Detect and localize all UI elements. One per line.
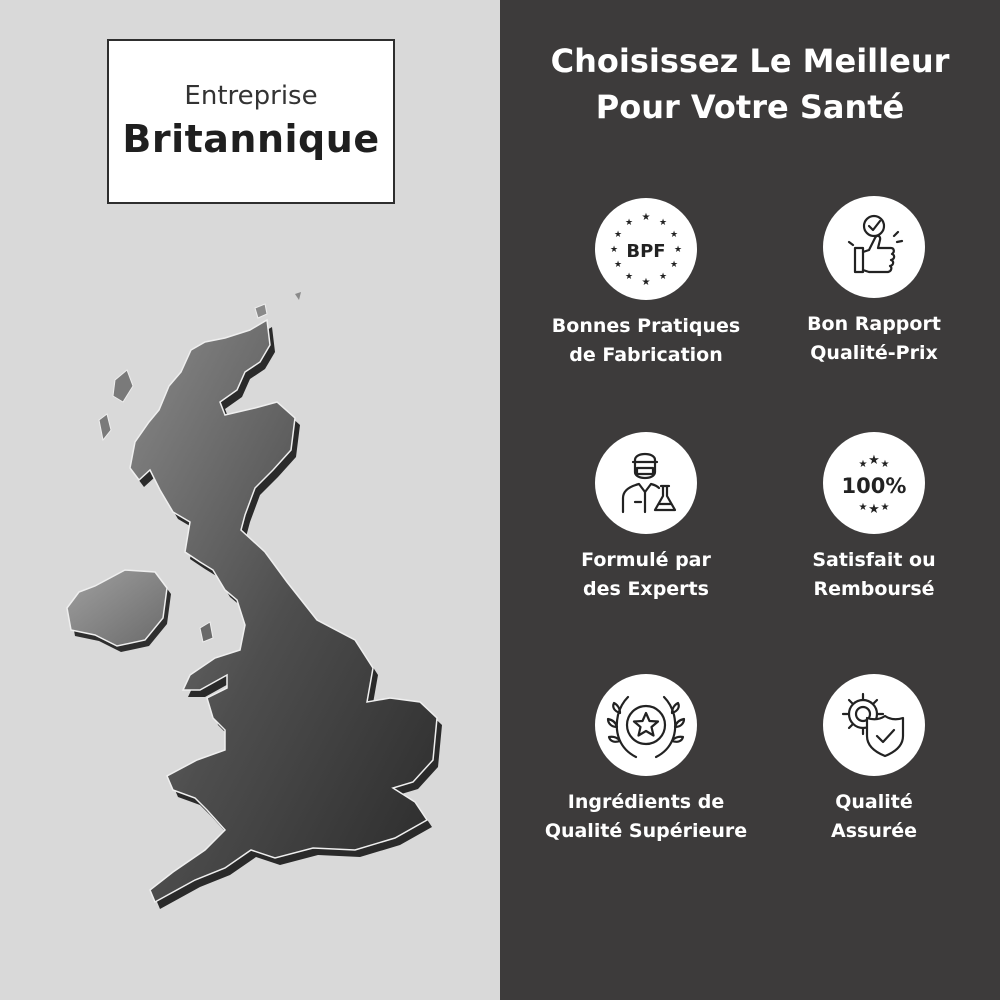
headline-line-1: Choisissez Le Meilleur [550, 42, 950, 80]
svg-text:★: ★ [624, 218, 634, 228]
great-britain-shape [130, 320, 437, 902]
feature-quality-line-2: Assurée [831, 820, 917, 842]
feature-gmp-label [526, 312, 766, 370]
feature-value-label [754, 310, 994, 368]
feature-ingredients-circle [595, 674, 697, 776]
svg-text:★: ★ [613, 260, 623, 270]
svg-text:★: ★ [609, 245, 619, 255]
feature-guarantee-line-1: Satisfait ou [812, 549, 936, 571]
svg-text:★: ★ [669, 230, 679, 240]
svg-text:★: ★ [641, 212, 651, 223]
laurel-star-icon [606, 685, 686, 765]
feature-experts-line-1: Formulé par [581, 549, 711, 571]
svg-text:★: ★ [880, 459, 890, 470]
feature-quality [754, 674, 994, 846]
svg-text:★: ★ [669, 260, 679, 270]
feature-ingredients [526, 674, 766, 846]
svg-text:★: ★ [868, 502, 880, 517]
feature-experts-line-2: des Experts [583, 578, 709, 600]
island-shape [295, 292, 301, 300]
feature-value-line-2: Qualité-Prix [810, 342, 938, 364]
feature-value-line-1: Bon Rapport [807, 313, 941, 335]
feature-experts [526, 432, 766, 604]
feature-guarantee-line-2: Remboursé [813, 578, 935, 600]
feature-quality-label [754, 788, 994, 846]
hundred-percent-icon [831, 440, 917, 526]
feature-guarantee-label [754, 546, 994, 604]
feature-ingredients-line-2: Qualité Supérieure [544, 820, 748, 842]
hundred-percent-text: 100% [841, 474, 907, 498]
bpf-icon-text: BPF [626, 241, 666, 262]
feature-ingredients-label [526, 788, 766, 846]
svg-text:★: ★ [658, 272, 668, 282]
feature-gmp-line-1: Bonnes Pratiques [551, 315, 741, 337]
headline-line-2: Pour Votre Santé [595, 88, 905, 126]
island-shape [99, 414, 111, 440]
feature-value-circle [823, 196, 925, 298]
island-shape [255, 304, 267, 318]
svg-text:★: ★ [880, 502, 890, 513]
origin-badge [107, 39, 395, 204]
island-shape [113, 370, 133, 402]
feature-quality-line-1: Qualité [835, 791, 913, 813]
gear-shield-icon [837, 688, 911, 762]
feature-value [754, 196, 994, 368]
feature-gmp [526, 198, 766, 370]
svg-text:★: ★ [641, 277, 651, 288]
feature-gmp-line-2: de Fabrication [569, 344, 723, 366]
feature-experts-label [526, 546, 766, 604]
thumbs-up-check-icon [839, 212, 909, 282]
feature-experts-circle [595, 432, 697, 534]
svg-text:★: ★ [858, 502, 868, 513]
svg-text:★: ★ [868, 453, 880, 468]
svg-text:★: ★ [858, 459, 868, 470]
svg-text:★: ★ [673, 245, 683, 255]
svg-text:★: ★ [613, 230, 623, 240]
feature-gmp-circle [595, 198, 697, 300]
feature-ingredients-line-1: Ingrédients de [567, 791, 725, 813]
svg-text:★: ★ [658, 218, 668, 228]
headline [500, 38, 1000, 130]
scientist-icon [609, 446, 683, 520]
bpf-stars-icon [603, 206, 689, 292]
badge-line-2: Britannique [122, 117, 380, 161]
badge-line-1: Entreprise [184, 81, 318, 111]
svg-text:★: ★ [624, 272, 634, 282]
isle-of-man-shape [200, 622, 213, 642]
feature-quality-circle [823, 674, 925, 776]
uk-map-image [55, 290, 455, 920]
feature-guarantee-circle [823, 432, 925, 534]
feature-guarantee [754, 432, 994, 604]
